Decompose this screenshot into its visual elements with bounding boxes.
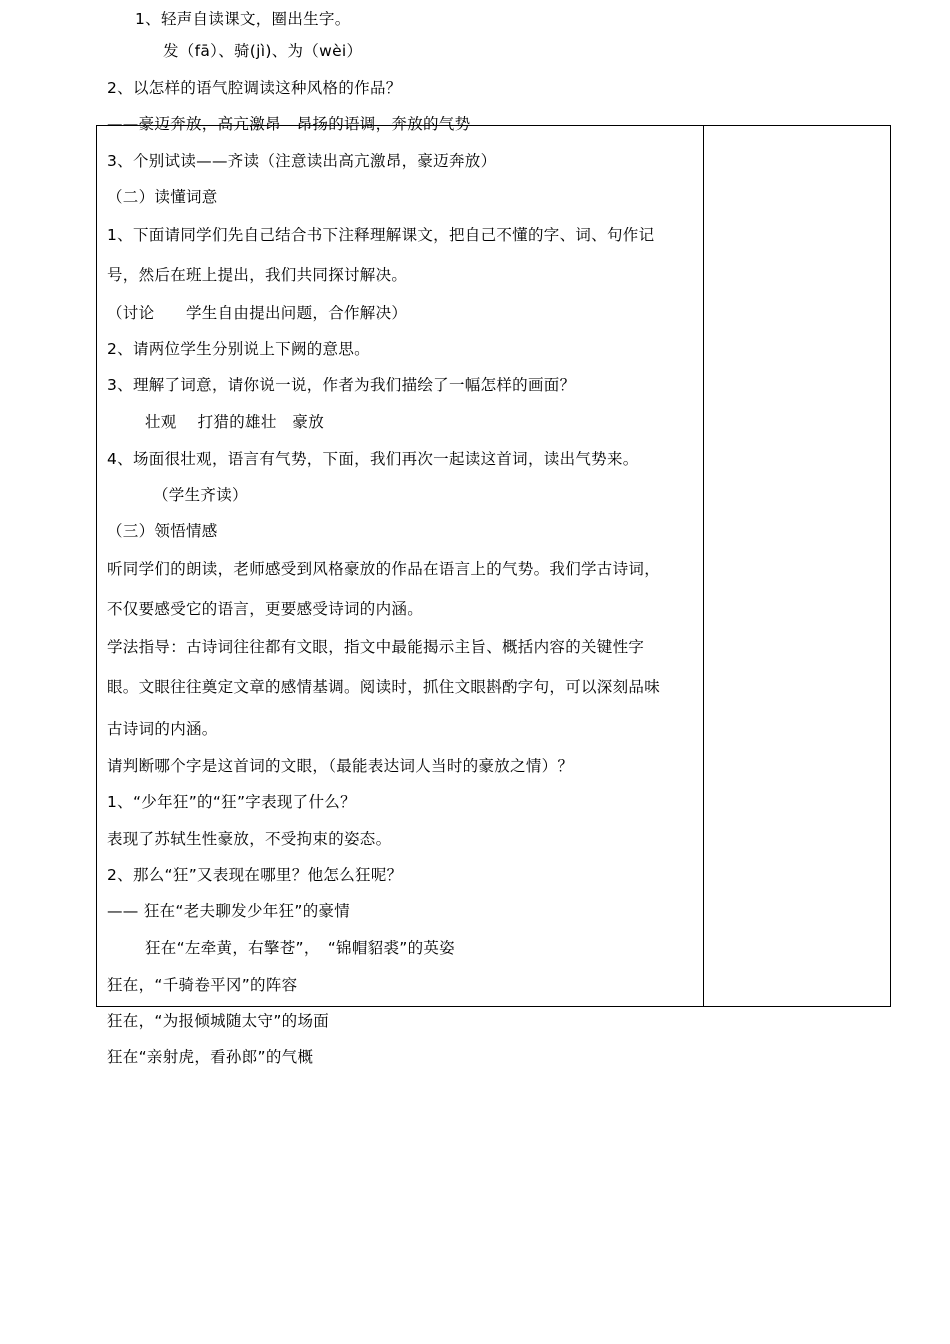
text-line: 学法指导：古诗词往往都有文眼，指文中最能揭示主旨、概括内容的关键性字 [107, 638, 645, 656]
text-line: 不仅要感受它的语言，更要感受诗词的内涵。 [107, 600, 424, 618]
text-line: （学生齐读） [153, 486, 248, 504]
text-line: ——豪迈奔放，高亢激昂 昂扬的语调，奔放的气势 [107, 115, 471, 133]
text-line: 1、下面请同学们先自己结合书下注释理解课文，把自己不懂的字、词、句作记 [107, 226, 655, 244]
text-line: 4、场面很壮观，语言有气势，下面，我们再次一起读这首词，读出气势来。 [107, 450, 639, 468]
text-line: 3、个别试读——齐读（注意读出高亢激昂，豪迈奔放） [107, 152, 497, 170]
text-line: 狂在，“为报倾城随太守”的场面 [107, 1012, 330, 1030]
text-line: 眼。文眼往往奠定文章的感情基调。阅读时，抓住文眼斟酌字句，可以深刻品味 [107, 678, 661, 696]
text-line: —— 狂在“老夫聊发少年狂”的豪情 [107, 902, 351, 920]
lesson-content-cell [97, 10, 704, 1066]
text-line: 请判断哪个字是这首词的文眼，（最能表达词人当时的豪放之情）？ [107, 757, 574, 775]
text-line: 1、轻声自读课文，圈出生字。 [135, 10, 351, 28]
lesson-table [96, 10, 891, 1066]
text-line: 2、以怎样的语气腔调读这种风格的作品？ [107, 79, 402, 97]
text-line: 1、“少年狂”的“狂”字表现了什么？ [107, 793, 356, 811]
text-line: 号，然后在班上提出，我们共同探讨解决。 [107, 266, 408, 284]
text-line: （讨论 学生自由提出问题，合作解决） [107, 304, 408, 322]
text-line: 狂在“亲射虎，看孙郎”的气概 [107, 1048, 314, 1066]
text-line: 狂在“左牵黄，右擎苍”， “锦帽貂裘”的英姿 [145, 939, 455, 957]
text-line: 听同学们的朗读，老师感受到风格豪放的作品在语言上的气势。我们学古诗词， [107, 560, 661, 578]
text-line: 壮观 打猎的雄壮 豪放 [145, 413, 325, 431]
text-line: 3、理解了词意，请你说一说，作者为我们描绘了一幅怎样的画面？ [107, 376, 576, 394]
notes-cell [704, 126, 890, 1006]
text-line: （二）读懂词意 [107, 188, 218, 206]
text-line: 发（fā）、骑(jì)、为（wèi） [163, 42, 363, 60]
text-line: 表现了苏轼生性豪放，不受拘束的姿态。 [107, 830, 392, 848]
text-line: 2、请两位学生分别说上下阙的意思。 [107, 340, 370, 358]
text-line: 狂在，“千骑卷平冈”的阵容 [107, 976, 298, 994]
text-line: （三）领悟情感 [107, 522, 218, 540]
text-line: 2、那么“狂”又表现在哪里？他怎么狂呢？ [107, 866, 403, 884]
text-line: 古诗词的内涵。 [107, 720, 218, 738]
